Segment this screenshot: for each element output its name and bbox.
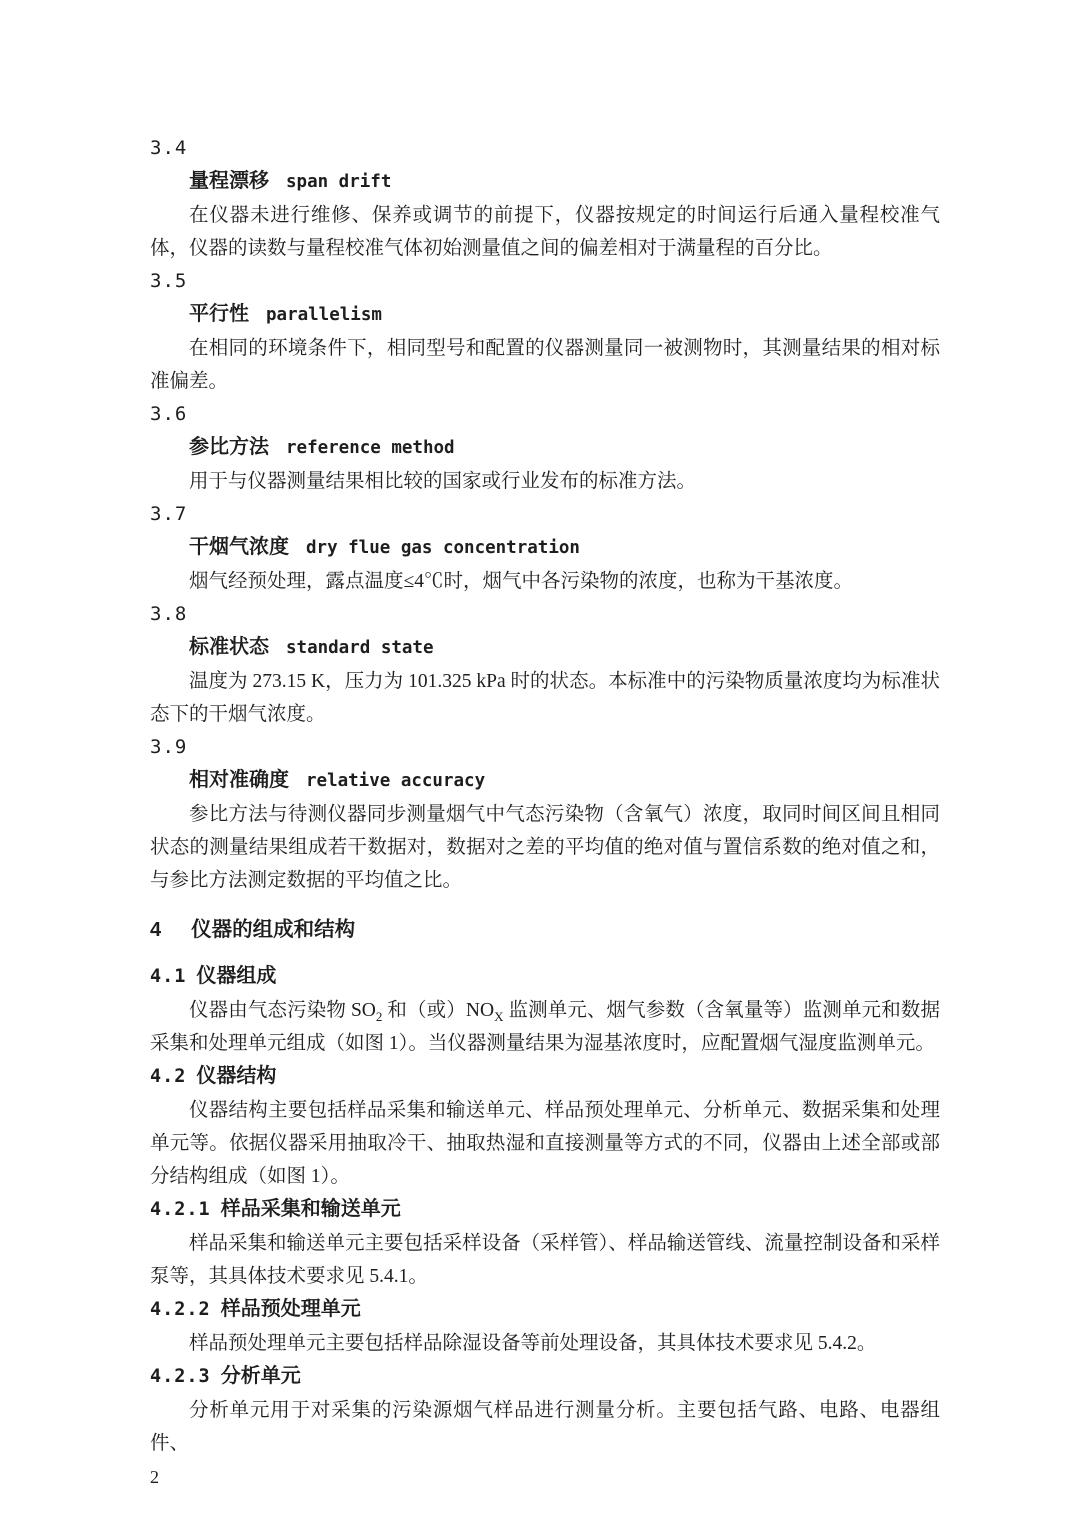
text-run: 在仪器未进行维修、保养或调节的前提下，仪器按规定的时间运行后通入量程校准气体，仪器的读数与量程校准气体初始测量值之间的偏差相对于满量程的百分比。	[150, 205, 940, 259]
text-run: 样品预处理单元主要包括样品除湿设备等前处理设备，其具体技术要求见 5.4.2。	[189, 1333, 877, 1354]
paragraph	[150, 994, 940, 1060]
heading-title: 样品采集和输送单元	[220, 1198, 401, 1220]
section-heading	[150, 1060, 940, 1094]
clause-number: 3.6	[150, 403, 188, 425]
section-heading	[150, 1193, 940, 1227]
text-run: 监测单元、烟气参数（含氧量等）监测单元和数据采集和处理单元组成（如图 1）。当仪器测量结果为湿基浓度时，应配置烟气湿度监测单元。	[150, 1000, 940, 1054]
section-heading	[150, 960, 940, 994]
heading-number: 4.1	[150, 966, 187, 987]
term-english: standard state	[286, 638, 434, 658]
clause-number: 3.8	[150, 603, 188, 625]
term-heading	[150, 165, 940, 199]
heading-title: 仪器的组成和结构	[191, 918, 356, 941]
term-heading	[150, 298, 940, 332]
term-english: dry flue gas concentration	[306, 538, 580, 558]
term-english: parallelism	[266, 305, 382, 325]
term-english: reference method	[286, 438, 455, 458]
clause-number: 3.9	[150, 736, 188, 758]
paragraph	[150, 332, 940, 398]
heading-title: 仪器结构	[196, 1065, 277, 1087]
term-chinese: 干烟气浓度	[189, 536, 289, 558]
heading-number: 4.2.3	[150, 1366, 211, 1387]
text-run: 分析单元用于对采集的污染源烟气样品进行测量分析。主要包括气路、电路、电器组件、	[150, 1400, 940, 1454]
heading-number: 4.2.1	[150, 1199, 211, 1220]
term-chinese: 标准状态	[189, 636, 269, 658]
heading-number: 4.2	[150, 1066, 187, 1087]
term-chinese: 平行性	[189, 303, 249, 325]
paragraph	[150, 565, 940, 598]
term-heading	[150, 631, 940, 665]
paragraph	[150, 1394, 940, 1460]
text-run: 参比方法与待测仪器同步测量烟气中气态污染物（含氧气）浓度，取同时间区间且相同状态的测量结果组成若干数据对，数据对之差的平均值的绝对值与置信系数的绝对值之和，与参比方法测定数据的平均值之比。	[150, 804, 940, 891]
paragraph	[150, 798, 940, 897]
term-english: relative accuracy	[306, 771, 486, 791]
heading-title: 样品预处理单元	[220, 1298, 361, 1320]
paragraph	[150, 665, 940, 731]
heading-title: 分析单元	[220, 1365, 301, 1387]
term-heading	[150, 764, 940, 798]
document-body	[150, 132, 940, 1460]
subscript: X	[494, 1008, 504, 1024]
clause-number: 3.7	[150, 503, 188, 525]
paragraph	[150, 199, 940, 265]
text-run: 样品采集和输送单元主要包括采样设备（采样管）、样品输送管线、流量控制设备和采样泵等，其具体技术要求见 5.4.1。	[150, 1233, 940, 1287]
term-chinese: 参比方法	[189, 436, 269, 458]
clause-number: 3.5	[150, 270, 188, 292]
subscript: 2	[375, 1008, 383, 1024]
heading-number: 4.2.2	[150, 1299, 211, 1320]
text-run: 仪器结构主要包括样品采集和输送单元、样品预处理单元、分析单元、数据采集和处理单元等。依据仪器采用抽取冷干、抽取热湿和直接测量等方式的不同，仪器由上述全部或部分结构组成（如图 1）。	[150, 1100, 940, 1187]
paragraph	[150, 1327, 940, 1360]
text-run: 用于与仪器测量结果相比较的国家或行业发布的标准方法。	[189, 471, 697, 492]
clause-number: 3.4	[150, 137, 188, 159]
text-run: 烟气经预处理，露点温度≤4℃时，烟气中各污染物的浓度，也称为干基浓度。	[189, 571, 853, 592]
term-chinese: 相对准确度	[189, 769, 289, 791]
term-heading	[150, 531, 940, 565]
chapter-heading	[150, 913, 940, 948]
text-run: 温度为 273.15 K，压力为 101.325 kPa 时的状态。本标准中的污染物质量浓度均为标准状态下的干烟气浓度。	[150, 671, 940, 725]
paragraph	[150, 1094, 940, 1193]
section-heading	[150, 1293, 940, 1327]
text-run: 和（或）NO	[382, 1000, 495, 1021]
text-run: 在相同的环境条件下，相同型号和配置的仪器测量同一被测物时，其测量结果的相对标准偏差。	[150, 338, 940, 392]
term-heading	[150, 431, 940, 465]
paragraph	[150, 1227, 940, 1293]
page-number: 2	[150, 1467, 159, 1487]
text-run: 仪器由气态污染物 SO	[189, 1000, 376, 1021]
term-english: span drift	[286, 172, 392, 192]
heading-number: 4	[150, 919, 162, 941]
section-heading	[150, 1360, 940, 1394]
paragraph	[150, 465, 940, 498]
term-chinese: 量程漂移	[189, 170, 269, 192]
heading-title: 仪器组成	[196, 965, 277, 987]
